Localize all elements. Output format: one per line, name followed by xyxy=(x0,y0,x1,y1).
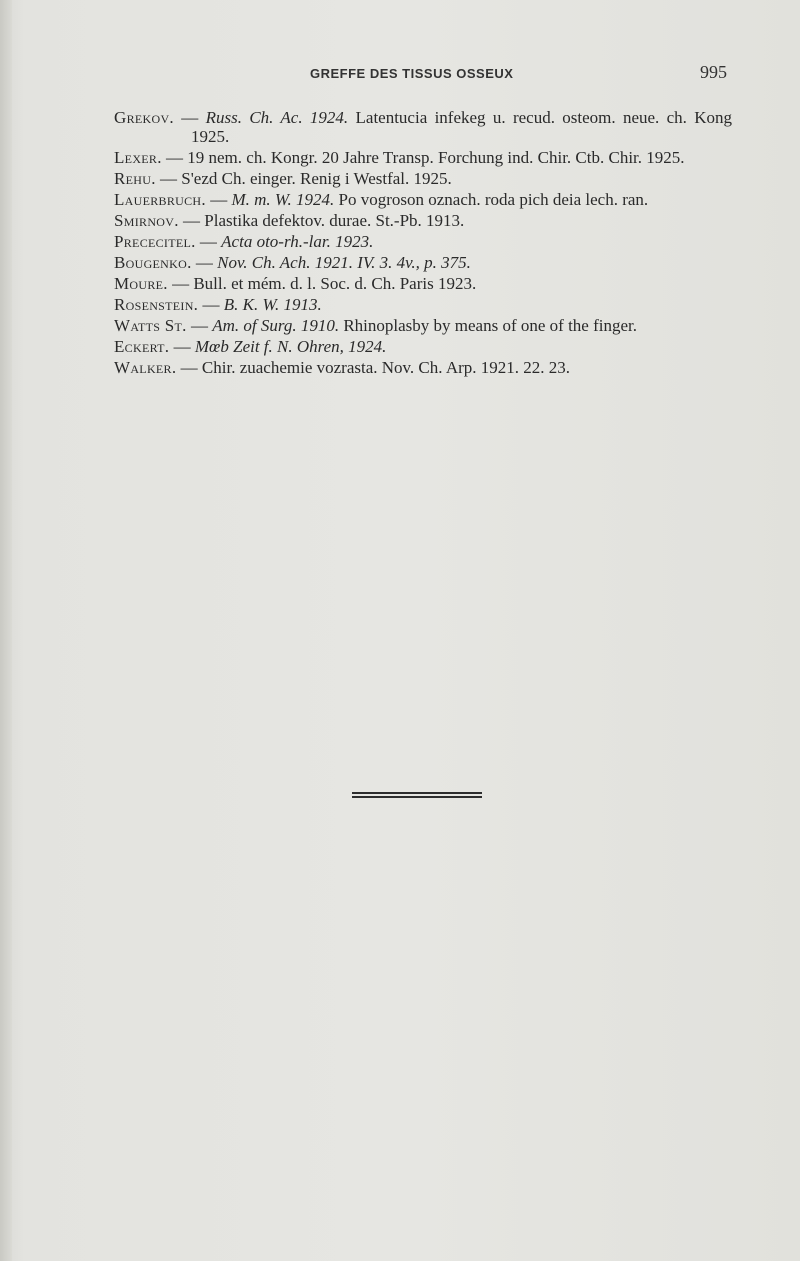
reference-text: Bull. et mém. d. l. Soc. d. Ch. Paris 1923. xyxy=(193,274,477,293)
reference-text: 19 nem. ch. Kongr. 20 Jahre Transp. Forchung ind. Chir. Ctb. Chir. 1925. xyxy=(187,148,685,167)
reference-entry xyxy=(114,253,732,272)
reference-author: Rosenstein. xyxy=(114,295,199,314)
reference-entry xyxy=(114,169,732,188)
reference-author: Bougenko. xyxy=(114,253,192,272)
reference-text: Chir. zuachemie vozrasta. Nov. Ch. Arp. 1921. 22. 23. xyxy=(201,358,571,377)
reference-author: Lauerbruch. xyxy=(114,190,206,209)
reference-entry xyxy=(114,108,732,146)
reference-author: Smirnov. xyxy=(114,211,179,230)
reference-dash: — xyxy=(178,211,205,230)
reference-dash: — xyxy=(198,295,224,314)
reference-entry xyxy=(114,337,732,356)
reference-entry xyxy=(114,190,732,209)
reference-author: Prececitel. xyxy=(114,232,196,251)
reference-entry xyxy=(114,232,732,251)
reference-author: Rehu. xyxy=(114,169,156,188)
reference-dash: — xyxy=(155,169,182,188)
reference-text: S'ezd Ch. einger. Renig i Westfal. 1925. xyxy=(181,169,452,188)
reference-source: Mœb Zeit f. N. Ohren, 1924. xyxy=(194,337,387,356)
reference-dash: — xyxy=(169,337,195,356)
reference-dash: — xyxy=(186,316,213,335)
reference-dash: — xyxy=(195,232,222,251)
reference-source: Acta oto-rh.-lar. 1923. xyxy=(221,232,374,251)
page-number: 995 xyxy=(700,62,727,82)
reference-text: Latentucia infekeg u. recud. osteom. neue. ch. Kong 1925. xyxy=(191,108,733,146)
reference-dash: — xyxy=(173,108,206,127)
reference-dash: — xyxy=(205,190,232,209)
reference-source: Nov. Ch. Ach. 1921. IV. 3. 4v., p. 375. xyxy=(217,253,471,272)
reference-text: Rhinoplasby by means of one of the finger. xyxy=(339,316,637,335)
reference-dash: — xyxy=(161,148,188,167)
reference-text: Po vogroson oznach. roda pich deia lech. ran. xyxy=(334,190,649,209)
reference-dash: — xyxy=(191,253,218,272)
reference-list xyxy=(114,108,732,379)
running-title: GREFFE DES TISSUS OSSEUX xyxy=(310,66,514,81)
page-binding-edge xyxy=(0,0,12,1261)
reference-text: Plastika defektov. durae. St.-Pb. 1913. xyxy=(204,211,465,230)
reference-author: Eckert. xyxy=(114,337,170,356)
reference-author: Moure. xyxy=(114,274,168,293)
reference-entry xyxy=(114,295,732,314)
reference-author: Lexer. xyxy=(114,148,162,167)
reference-entry xyxy=(114,148,732,167)
reference-source: B. K. W. 1913. xyxy=(223,295,322,314)
reference-entry xyxy=(114,274,732,293)
reference-author: Watts St. xyxy=(114,316,187,335)
reference-source: Russ. Ch. Ac. 1924. xyxy=(205,108,349,127)
reference-author: Grekov. xyxy=(114,108,174,127)
reference-dash: — xyxy=(176,358,202,377)
reference-entry xyxy=(114,358,732,377)
reference-entry xyxy=(114,211,732,230)
reference-author: Walker. xyxy=(114,358,177,377)
reference-source: M. m. W. 1924. xyxy=(231,190,335,209)
reference-entry xyxy=(114,316,732,335)
section-end-double-rule xyxy=(352,792,482,798)
reference-source: Am. of Surg. 1910. xyxy=(212,316,340,335)
reference-dash: — xyxy=(167,274,194,293)
